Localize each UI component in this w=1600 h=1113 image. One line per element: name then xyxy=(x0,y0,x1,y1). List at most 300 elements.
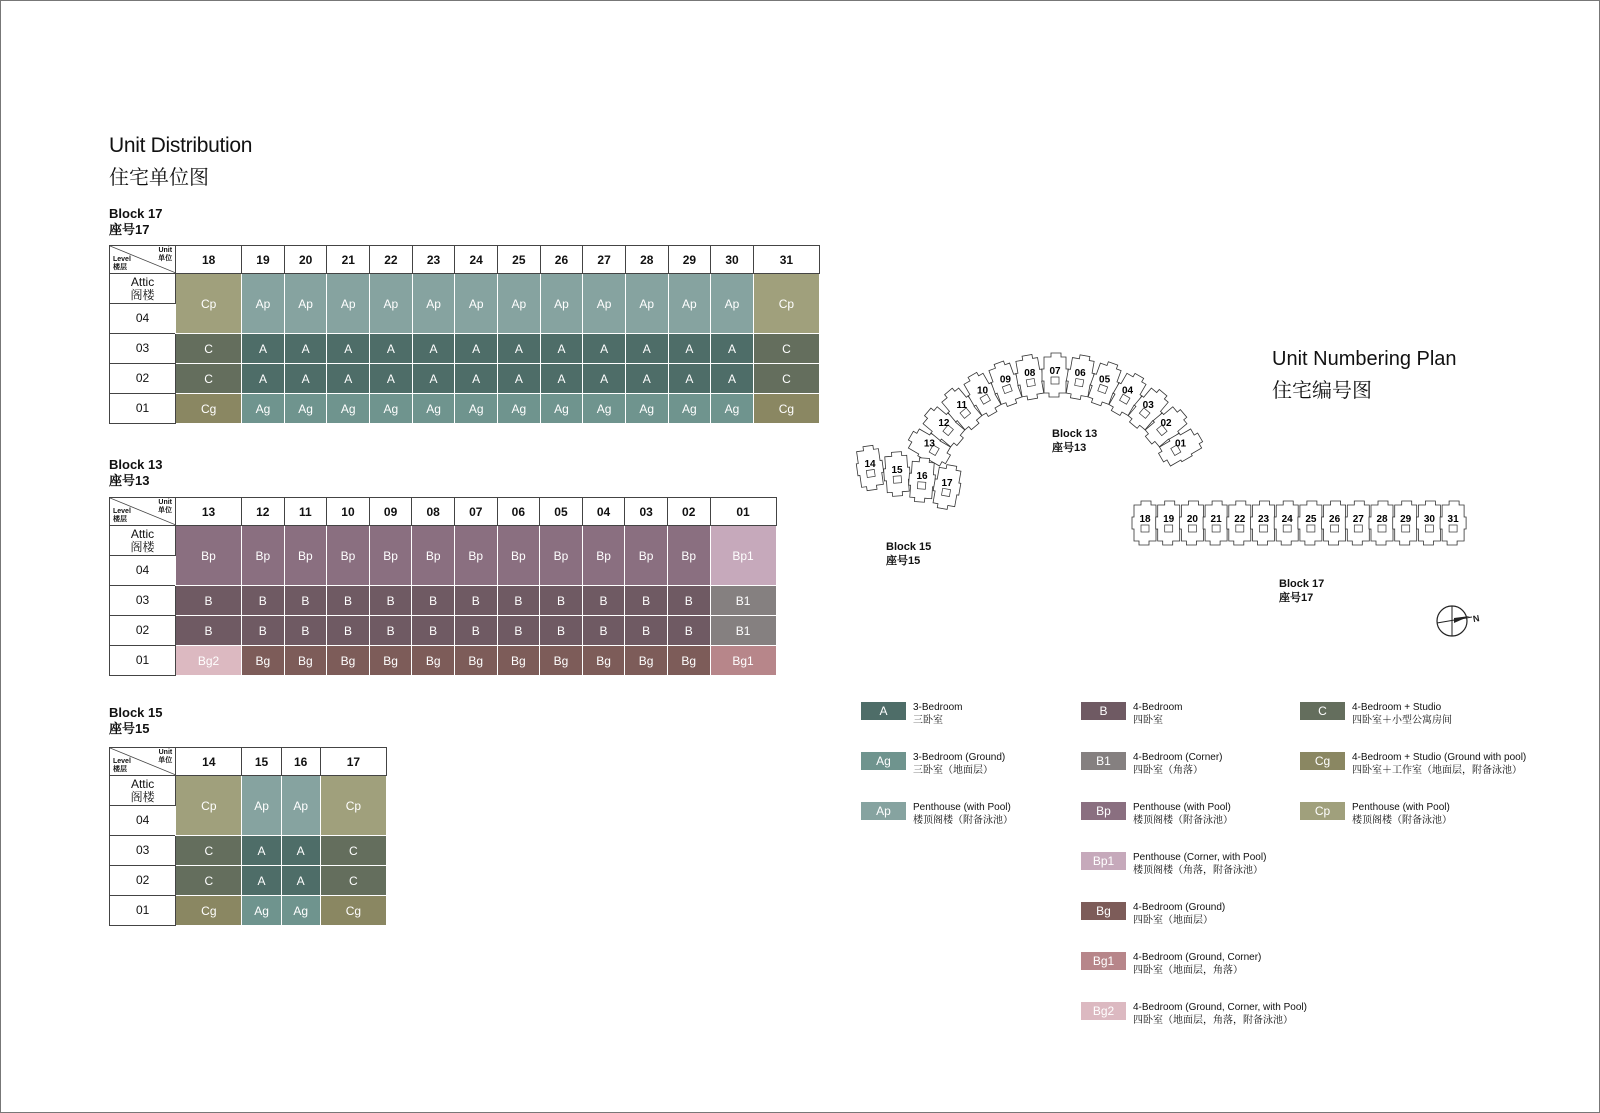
unit-cell-l03: A xyxy=(412,334,455,364)
unit-cell-l01: Ag xyxy=(412,394,455,424)
legend-item xyxy=(1081,951,1261,977)
legend-text-cn: 三卧室（地面层） xyxy=(913,765,993,776)
unit-header: 19 xyxy=(242,246,285,274)
unit-cell-l03: A xyxy=(583,334,626,364)
legend-text-en: 4-Bedroom + Studio (Ground with pool) xyxy=(1352,752,1527,763)
unit-header: 27 xyxy=(583,246,626,274)
plan-unit-number: 17 xyxy=(941,478,953,489)
unit-cell-attic-04: Ap xyxy=(412,274,455,334)
block13-label-en: Block 13 xyxy=(109,457,163,472)
unit-header: 07 xyxy=(454,498,497,526)
corner-unit-cn: 单位 xyxy=(158,757,173,764)
unit-cell-attic-04: Bp xyxy=(582,526,625,586)
unit-header: 15 xyxy=(242,748,281,776)
unit-cell-attic-04: Cp xyxy=(753,274,819,334)
legend-swatch: Cp xyxy=(1300,802,1345,820)
unit-cell-attic-04: Ap xyxy=(370,274,413,334)
plan-unit-number: 15 xyxy=(891,465,903,476)
unit-header: 24 xyxy=(455,246,498,274)
unit-cell-l01: Ag xyxy=(625,394,668,424)
title-en: Unit Distribution xyxy=(109,134,253,157)
attic-cn: 阁楼 xyxy=(130,789,155,804)
legend-swatch: Bg2 xyxy=(1081,1002,1126,1020)
unit-cell-attic-04: Ap xyxy=(668,274,711,334)
plan-unit-number: 22 xyxy=(1234,514,1246,525)
unit-cell-attic-04: Bp xyxy=(369,526,412,586)
unit-cell-attic-04: Ap xyxy=(242,274,285,334)
unit-cell-l03: B xyxy=(454,586,497,616)
unit-cell-l02: B xyxy=(454,616,497,646)
unit-cell-l02: A xyxy=(711,364,754,394)
level-03-label: 03 xyxy=(110,334,176,364)
unit-cell-l01: Bg xyxy=(667,646,710,676)
unit-cell-attic-04: Bp xyxy=(284,526,327,586)
legend-item xyxy=(1081,901,1225,927)
unit-cell-l03: A xyxy=(668,334,711,364)
plan-block15-cn: 座号15 xyxy=(886,555,921,567)
plan-unit-number: 30 xyxy=(1423,514,1435,525)
plan-block17-label xyxy=(1279,577,1324,605)
corner-unit-en: Unit xyxy=(158,499,172,506)
legend-text-en: 3-Bedroom (Ground) xyxy=(913,752,1006,763)
unit-header: 14 xyxy=(176,748,242,776)
plan-unit-number: 03 xyxy=(1142,399,1154,411)
plan-unit-number: 09 xyxy=(999,374,1011,386)
level-01-label: 01 xyxy=(110,896,176,926)
unit-cell-attic-04: Ap xyxy=(540,274,583,334)
legend-text-en: Penthouse (with Pool) xyxy=(1352,802,1450,813)
corner-unit-label xyxy=(158,247,172,263)
legend-text-en: 4-Bedroom (Ground) xyxy=(1133,902,1226,913)
unit-cell-l01: Ag xyxy=(668,394,711,424)
unit-cell-attic-04: Bp1 xyxy=(710,526,776,586)
corner-unit-en: Unit xyxy=(158,247,173,254)
block15-label xyxy=(109,705,162,737)
legend-item xyxy=(1081,851,1266,877)
plan-unit-number: 26 xyxy=(1329,514,1341,525)
unit-header: 06 xyxy=(497,498,540,526)
legend-swatch: B xyxy=(1081,702,1126,720)
legend-text xyxy=(1133,751,1222,777)
block13-label-cn: 座号13 xyxy=(109,473,150,488)
plan-block13-cn: 座号13 xyxy=(1052,442,1087,454)
unit-cell-l03: A xyxy=(711,334,754,364)
unit-numbering-plan xyxy=(850,330,1500,660)
unit-header: 28 xyxy=(625,246,668,274)
legend-text-cn: 楼顶阁楼（附备泳池） xyxy=(913,815,1013,826)
plan-unit-number: 18 xyxy=(1139,514,1151,525)
level-01-label: 01 xyxy=(110,394,176,424)
legend-swatch: B1 xyxy=(1081,752,1126,770)
unit-cell-attic-04: Bp xyxy=(242,526,285,586)
legend-item xyxy=(861,701,962,727)
unit-cell-l02: A xyxy=(284,364,327,394)
unit-cell-l01: Ag xyxy=(327,394,370,424)
legend-item xyxy=(1081,1001,1307,1027)
unit-cell-l01: Bg2 xyxy=(176,646,242,676)
unit-cell-l03: B xyxy=(667,586,710,616)
unit-header: 13 xyxy=(176,498,242,526)
unit-cell-l01: Bg xyxy=(369,646,412,676)
plan-unit-number: 05 xyxy=(1099,374,1111,386)
unit-cell-l02: A xyxy=(242,364,285,394)
unit-cell-l01: Bg xyxy=(327,646,370,676)
unit-cell-attic-04: Ap xyxy=(284,274,327,334)
corner-unit-label xyxy=(158,749,172,765)
unit-cell-l01: Cg xyxy=(753,394,819,424)
plan-block17-cn: 座号17 xyxy=(1279,592,1314,604)
unit-header: 26 xyxy=(540,246,583,274)
unit-cell-l03: A xyxy=(327,334,370,364)
unit-cell-l01: Ag xyxy=(242,394,285,424)
legend-text xyxy=(1133,701,1182,727)
legend-swatch: Bp xyxy=(1081,802,1126,820)
unit-cell-l01: Ag xyxy=(242,896,281,926)
unit-cell-l01: Ag xyxy=(583,394,626,424)
attic-en: Attic xyxy=(130,274,155,289)
unit-cell-l03: A xyxy=(540,334,583,364)
plan-unit-number: 06 xyxy=(1074,368,1086,380)
legend-text xyxy=(1133,951,1261,977)
legend-swatch: C xyxy=(1300,702,1345,720)
unit-cell-l02: B xyxy=(369,616,412,646)
level-04-label: 04 xyxy=(110,304,176,334)
unit-header: 20 xyxy=(284,246,327,274)
legend-text-cn: 四卧室（角落） xyxy=(1133,765,1203,776)
corner-level-en: Level xyxy=(113,508,131,515)
plan-unit-number: 02 xyxy=(1160,417,1172,429)
plan-unit-number: 20 xyxy=(1186,514,1198,525)
corner-level-label xyxy=(113,508,131,524)
plan-unit-number: 19 xyxy=(1163,514,1175,525)
legend-text-en: 3-Bedroom xyxy=(913,702,963,713)
unit-cell-l02: A xyxy=(412,364,455,394)
page-title xyxy=(109,134,252,190)
unit-cell-l02: B xyxy=(540,616,583,646)
legend-text xyxy=(1352,801,1452,827)
corner-unit-label xyxy=(158,499,172,515)
unit-cell-l01: Ag xyxy=(498,394,541,424)
plan-title-en: Unit Numbering Plan xyxy=(1272,348,1457,370)
unit-cell-l01: Bg xyxy=(497,646,540,676)
unit-cell-attic-04: Bp xyxy=(454,526,497,586)
attic-cn: 阁楼 xyxy=(130,287,155,302)
unit-cell-l02: A xyxy=(668,364,711,394)
unit-cell-l02: C xyxy=(753,364,819,394)
legend-text xyxy=(1352,701,1452,727)
unit-cell-l03: C xyxy=(320,836,386,866)
legend-text-en: 4-Bedroom (Ground, Corner) xyxy=(1133,952,1262,963)
unit-header: 31 xyxy=(753,246,819,274)
level-02-label: 02 xyxy=(110,616,176,646)
unit-cell-attic-04: Ap xyxy=(281,776,320,836)
unit-cell-attic-04: Bp xyxy=(176,526,242,586)
unit-cell-l03: A xyxy=(455,334,498,364)
legend-text-en: Penthouse (with Pool) xyxy=(913,802,1011,813)
legend-text xyxy=(913,801,1013,827)
unit-cell-attic-04: Cp xyxy=(176,776,242,836)
unit-cell-l02: C xyxy=(176,866,242,896)
legend-item xyxy=(1300,751,1526,777)
level-attic-label xyxy=(110,274,176,304)
plan-unit-number: 04 xyxy=(1121,385,1134,397)
block13-label xyxy=(109,457,162,489)
unit-cell-l03: A xyxy=(498,334,541,364)
corner-level-label xyxy=(113,758,131,774)
block17-table xyxy=(109,245,820,424)
unit-cell-l02: B xyxy=(242,616,285,646)
plan-unit-number: 11 xyxy=(956,399,968,411)
unit-cell-attic-04: Bp xyxy=(667,526,710,586)
plan-block13-en: Block 13 xyxy=(1052,428,1098,440)
legend-text-cn: 四卧室＋工作室（地面层，附备泳池） xyxy=(1352,765,1522,776)
level-01-label: 01 xyxy=(110,646,176,676)
unit-cell-l03: A xyxy=(242,334,285,364)
legend-item xyxy=(1300,801,1452,827)
plan-unit-number: 07 xyxy=(1049,366,1061,377)
legend-item xyxy=(1081,801,1233,827)
corner-level-cn: 楼层 xyxy=(113,264,127,271)
plan-unit-number: 14 xyxy=(864,459,876,470)
legend-swatch: Bg1 xyxy=(1081,952,1126,970)
unit-header: 03 xyxy=(625,498,668,526)
unit-cell-l03: A xyxy=(370,334,413,364)
corner-level-en: Level xyxy=(113,256,131,263)
plan-unit-number: 16 xyxy=(916,471,928,482)
unit-cell-l03: A xyxy=(281,836,320,866)
unit-cell-l02: A xyxy=(498,364,541,394)
unit-cell-l02: A xyxy=(370,364,413,394)
unit-header: 30 xyxy=(711,246,754,274)
legend-text-cn: 楼顶阁楼（附备泳池） xyxy=(1133,815,1233,826)
unit-cell-l02: C xyxy=(176,364,242,394)
unit-cell-l03: A xyxy=(625,334,668,364)
unit-header: 25 xyxy=(498,246,541,274)
corner-unit-cn: 单位 xyxy=(158,255,173,262)
unit-cell-l01: Ag xyxy=(370,394,413,424)
legend-item xyxy=(1081,701,1182,727)
unit-cell-l03: B xyxy=(242,586,285,616)
plan-unit-number: 24 xyxy=(1281,514,1293,525)
legend-text-cn: 三卧室 xyxy=(913,715,943,726)
unit-cell-l01: Bg1 xyxy=(710,646,776,676)
unit-cell-attic-04: Ap xyxy=(242,776,281,836)
plan-title-cn: 住宅编号图 xyxy=(1272,380,1372,402)
unit-cell-l03: C xyxy=(176,334,242,364)
svg-text:N: N xyxy=(1472,613,1481,625)
legend-swatch: A xyxy=(861,702,906,720)
legend-text xyxy=(1133,901,1225,927)
unit-cell-l03: B xyxy=(625,586,668,616)
unit-cell-l01: Bg xyxy=(540,646,583,676)
legend-swatch: Ap xyxy=(861,802,906,820)
unit-cell-l01: Bg xyxy=(412,646,455,676)
unit-header: 05 xyxy=(540,498,583,526)
unit-header: 09 xyxy=(369,498,412,526)
attic-en: Attic xyxy=(130,776,155,791)
plan-unit-number: 31 xyxy=(1447,514,1459,525)
unit-cell-attic-04: Bp xyxy=(625,526,668,586)
corner-level-en: Level xyxy=(113,758,131,765)
plan-block17-en: Block 17 xyxy=(1279,578,1325,590)
unit-header: 22 xyxy=(370,246,413,274)
legend-item xyxy=(861,801,1013,827)
unit-cell-l01: Cg xyxy=(176,394,242,424)
unit-header: 17 xyxy=(320,748,386,776)
unit-cell-l03: B xyxy=(369,586,412,616)
unit-cell-attic-04: Ap xyxy=(625,274,668,334)
unit-cell-attic-04: Ap xyxy=(327,274,370,334)
legend-item xyxy=(861,751,1005,777)
unit-cell-l01: Ag xyxy=(284,394,327,424)
unit-cell-l03: B xyxy=(582,586,625,616)
unit-cell-attic-04: Bp xyxy=(540,526,583,586)
unit-cell-l01: Bg xyxy=(454,646,497,676)
legend-item xyxy=(1300,701,1452,727)
corner-unit-cn: 单位 xyxy=(158,507,172,514)
legend-swatch: Ag xyxy=(861,752,906,770)
plan-unit-number: 28 xyxy=(1376,514,1388,525)
unit-header: 04 xyxy=(582,498,625,526)
unit-cell-l03: B xyxy=(327,586,370,616)
unit-cell-l02: B xyxy=(412,616,455,646)
legend-text xyxy=(913,751,1005,777)
plan-unit-number: 12 xyxy=(938,417,950,429)
unit-cell-l02: A xyxy=(540,364,583,394)
title-cn: 住宅单位图 xyxy=(109,167,209,189)
unit-cell-l02: B xyxy=(582,616,625,646)
level-02-label: 02 xyxy=(110,364,176,394)
unit-cell-attic-04: Ap xyxy=(455,274,498,334)
level-03-label: 03 xyxy=(110,836,176,866)
unit-cell-attic-04: Bp xyxy=(412,526,455,586)
unit-cell-l01: Cg xyxy=(320,896,386,926)
unit-cell-attic-04: Bp xyxy=(327,526,370,586)
legend-swatch: Cg xyxy=(1300,752,1345,770)
legend-swatch: Bp1 xyxy=(1081,852,1126,870)
unit-header: 01 xyxy=(710,498,776,526)
table-corner-header xyxy=(110,498,176,526)
block15-table xyxy=(109,747,387,926)
unit-cell-l03: C xyxy=(176,836,242,866)
corner-level-cn: 楼层 xyxy=(113,516,127,523)
unit-cell-l02: A xyxy=(281,866,320,896)
unit-cell-l03: B xyxy=(497,586,540,616)
unit-cell-l02: B xyxy=(176,616,242,646)
legend-text-en: 4-Bedroom + Studio xyxy=(1352,702,1442,713)
unit-cell-l03: B1 xyxy=(710,586,776,616)
block15-label-cn: 座号15 xyxy=(109,721,150,736)
unit-header: 12 xyxy=(242,498,285,526)
legend-text-cn: 四卧室 xyxy=(1133,715,1163,726)
unit-header: 18 xyxy=(176,246,242,274)
unit-header: 08 xyxy=(412,498,455,526)
plan-unit-number: 25 xyxy=(1305,514,1317,525)
legend-text-en: 4-Bedroom xyxy=(1133,702,1183,713)
unit-cell-l03: B xyxy=(284,586,327,616)
unit-cell-attic-04: Bp xyxy=(497,526,540,586)
legend-text-en: 4-Bedroom (Corner) xyxy=(1133,752,1223,763)
unit-cell-l01: Ag xyxy=(281,896,320,926)
attic-en: Attic xyxy=(130,526,155,541)
unit-cell-l01: Ag xyxy=(455,394,498,424)
block17-label-en: Block 17 xyxy=(109,206,163,221)
unit-cell-l02: C xyxy=(320,866,386,896)
plan-unit-number: 27 xyxy=(1352,514,1364,525)
unit-cell-l02: B xyxy=(284,616,327,646)
unit-cell-attic-04: Ap xyxy=(711,274,754,334)
unit-header: 02 xyxy=(667,498,710,526)
unit-cell-l03: B xyxy=(540,586,583,616)
unit-cell-l01: Bg xyxy=(284,646,327,676)
block13-table xyxy=(109,497,777,676)
unit-cell-l02: A xyxy=(625,364,668,394)
legend-text-en: Penthouse (with Pool) xyxy=(1133,802,1231,813)
plan-unit-number: 29 xyxy=(1400,514,1412,525)
legend-text-en: 4-Bedroom (Ground, Corner, with Pool) xyxy=(1133,1002,1307,1013)
plan-block13-label xyxy=(1052,427,1097,455)
unit-cell-attic-04: Cp xyxy=(320,776,386,836)
level-04-label: 04 xyxy=(110,556,176,586)
unit-cell-l02: B xyxy=(625,616,668,646)
unit-cell-l03: B xyxy=(176,586,242,616)
legend-text-cn: 四卧室（地面层，角落，附备泳池） xyxy=(1133,1015,1293,1026)
plan-unit-number: 08 xyxy=(1024,368,1036,380)
plan-unit-number: 10 xyxy=(976,385,989,397)
legend-swatch: Bg xyxy=(1081,902,1126,920)
unit-cell-l01: Cg xyxy=(176,896,242,926)
unit-header: 16 xyxy=(281,748,320,776)
unit-cell-l02: B1 xyxy=(710,616,776,646)
legend-text xyxy=(913,701,962,727)
plan-block15-label xyxy=(886,540,931,568)
unit-cell-l01: Ag xyxy=(711,394,754,424)
compass-north-icon xyxy=(1434,603,1484,639)
level-attic-label xyxy=(110,526,176,556)
level-03-label: 03 xyxy=(110,586,176,616)
plan-unit-number: 23 xyxy=(1257,514,1270,525)
legend-text-cn: 四卧室（地面层） xyxy=(1133,915,1213,926)
unit-cell-l01: Bg xyxy=(242,646,285,676)
plan-unit-number: 01 xyxy=(1175,438,1187,450)
level-04-label: 04 xyxy=(110,806,176,836)
corner-level-label xyxy=(113,256,131,272)
unit-cell-attic-04: Ap xyxy=(498,274,541,334)
legend-text xyxy=(1352,751,1526,777)
block17-label xyxy=(109,206,162,238)
corner-level-cn: 楼层 xyxy=(113,766,127,773)
unit-cell-attic-04: Ap xyxy=(583,274,626,334)
attic-cn: 阁楼 xyxy=(130,539,155,554)
block15-label-en: Block 15 xyxy=(109,705,163,720)
plan-unit-number: 13 xyxy=(923,438,935,450)
legend-text-cn: 楼顶阁楼（角落，附备泳池） xyxy=(1133,865,1263,876)
table-corner-header xyxy=(110,748,176,776)
table-corner-header xyxy=(110,246,176,274)
plan-block15-en: Block 15 xyxy=(886,541,932,553)
legend-text xyxy=(1133,1001,1307,1027)
unit-header: 21 xyxy=(327,246,370,274)
unit-cell-attic-04: Cp xyxy=(176,274,242,334)
legend-text-cn: 楼顶阁楼（附备泳池） xyxy=(1352,815,1452,826)
legend-text-en: Penthouse (Corner, with Pool) xyxy=(1133,852,1267,863)
unit-cell-l02: B xyxy=(327,616,370,646)
unit-cell-l03: A xyxy=(284,334,327,364)
legend-text-cn: 四卧室＋小型公寓房间 xyxy=(1352,715,1452,726)
unit-cell-l03: B xyxy=(412,586,455,616)
unit-cell-l03: A xyxy=(242,836,281,866)
block17-label-cn: 座号17 xyxy=(109,222,150,237)
